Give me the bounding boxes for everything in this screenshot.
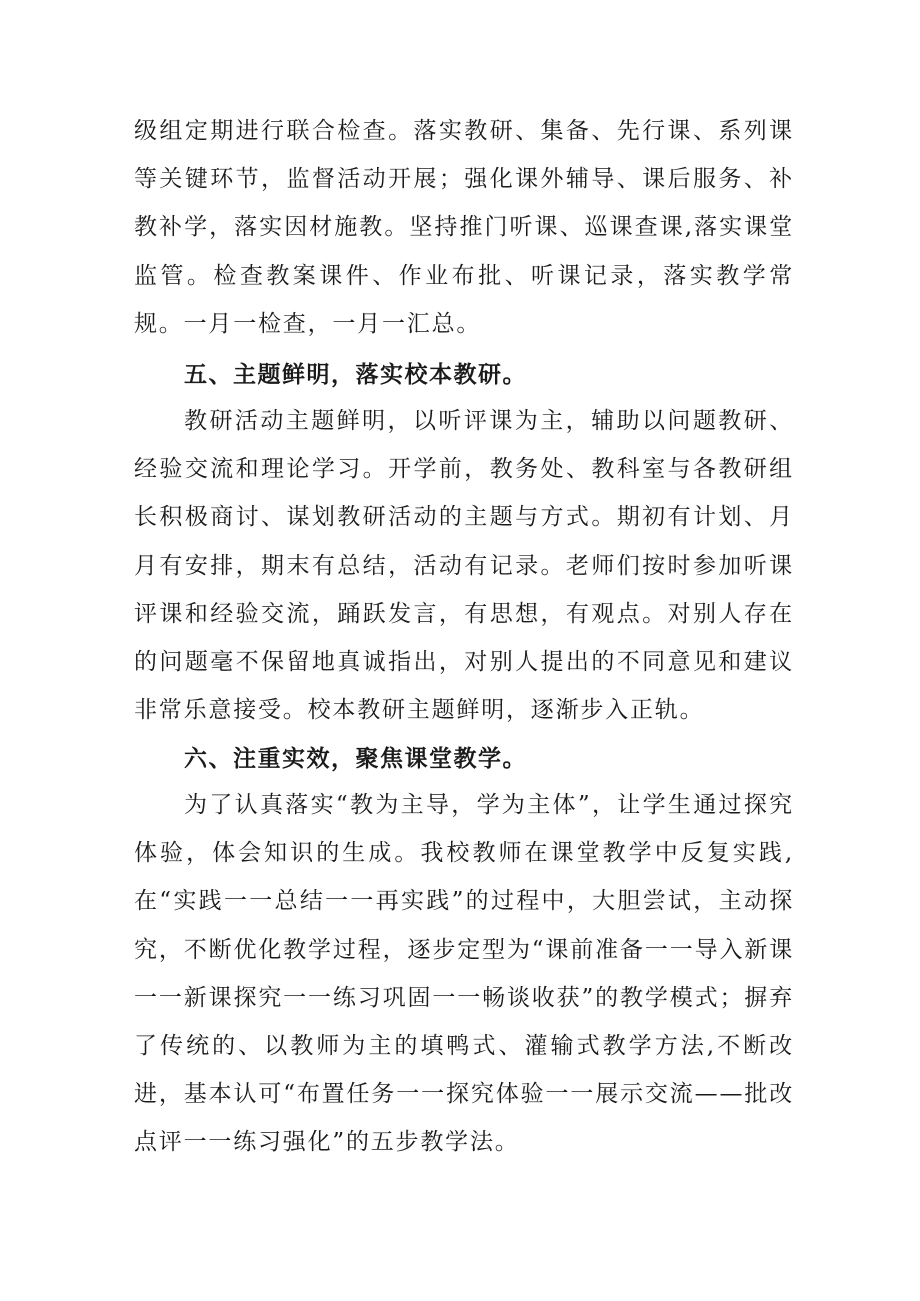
paragraph-continuation: 级组定期进行联合检查。落实教研、集备、先行课、系列课等关键环节，监督活动开展；强化课外辅导、课后服务、补教补学，落实因材施教。坚持推门听课、巡课查课,落实课堂监管。检查教案课件、作业布批、听课记录，落实教学常规。一月一检查，一月一汇总。 xyxy=(134,118,794,337)
section-heading-6: 六、注重实效，聚焦课堂教学。 xyxy=(184,746,527,772)
section-heading-5: 五、主题鲜明，落实校本教研。 xyxy=(184,362,527,388)
paragraph-section-5: 教研活动主题鲜明，以听评课为主，辅助以问题教研、经验交流和理论学习。开学前，教务处、教科室与各教研组长积极商讨、谋划教研活动的主题与方式。期初有计划、月月有安排，期末有总结，活动有记录。老师们按时参加听课评课和经验交流，踊跃发言，有思想，有观点。对别人存在的问题毫不保留地真诚指出，对别人提出的不同意见和建议非常乐意接受。校本教研主题鲜明，逐渐步入正轨。 xyxy=(134,408,794,724)
paragraph-section-6: 为了认真落实“教为主导，学为主体”，让学生通过探究体验，体会知识的生成。我校教师在课堂教学中反复实践,在“实践一一总结一一再实践”的过程中，大胆尝试，主动探究，不断优化教学过程，逐步定型为“课前准备一一导入新课一一新课探究一一练习巩固一一畅谈收获”的教学模式；摒弃了传统的、以教师为主的填鸭式、灌输式教学方法,不断改进，基本认可“布置任务一一探究体验一一展示交流——批改点评一一练习强化”的五步教学法。 xyxy=(134,792,794,1156)
